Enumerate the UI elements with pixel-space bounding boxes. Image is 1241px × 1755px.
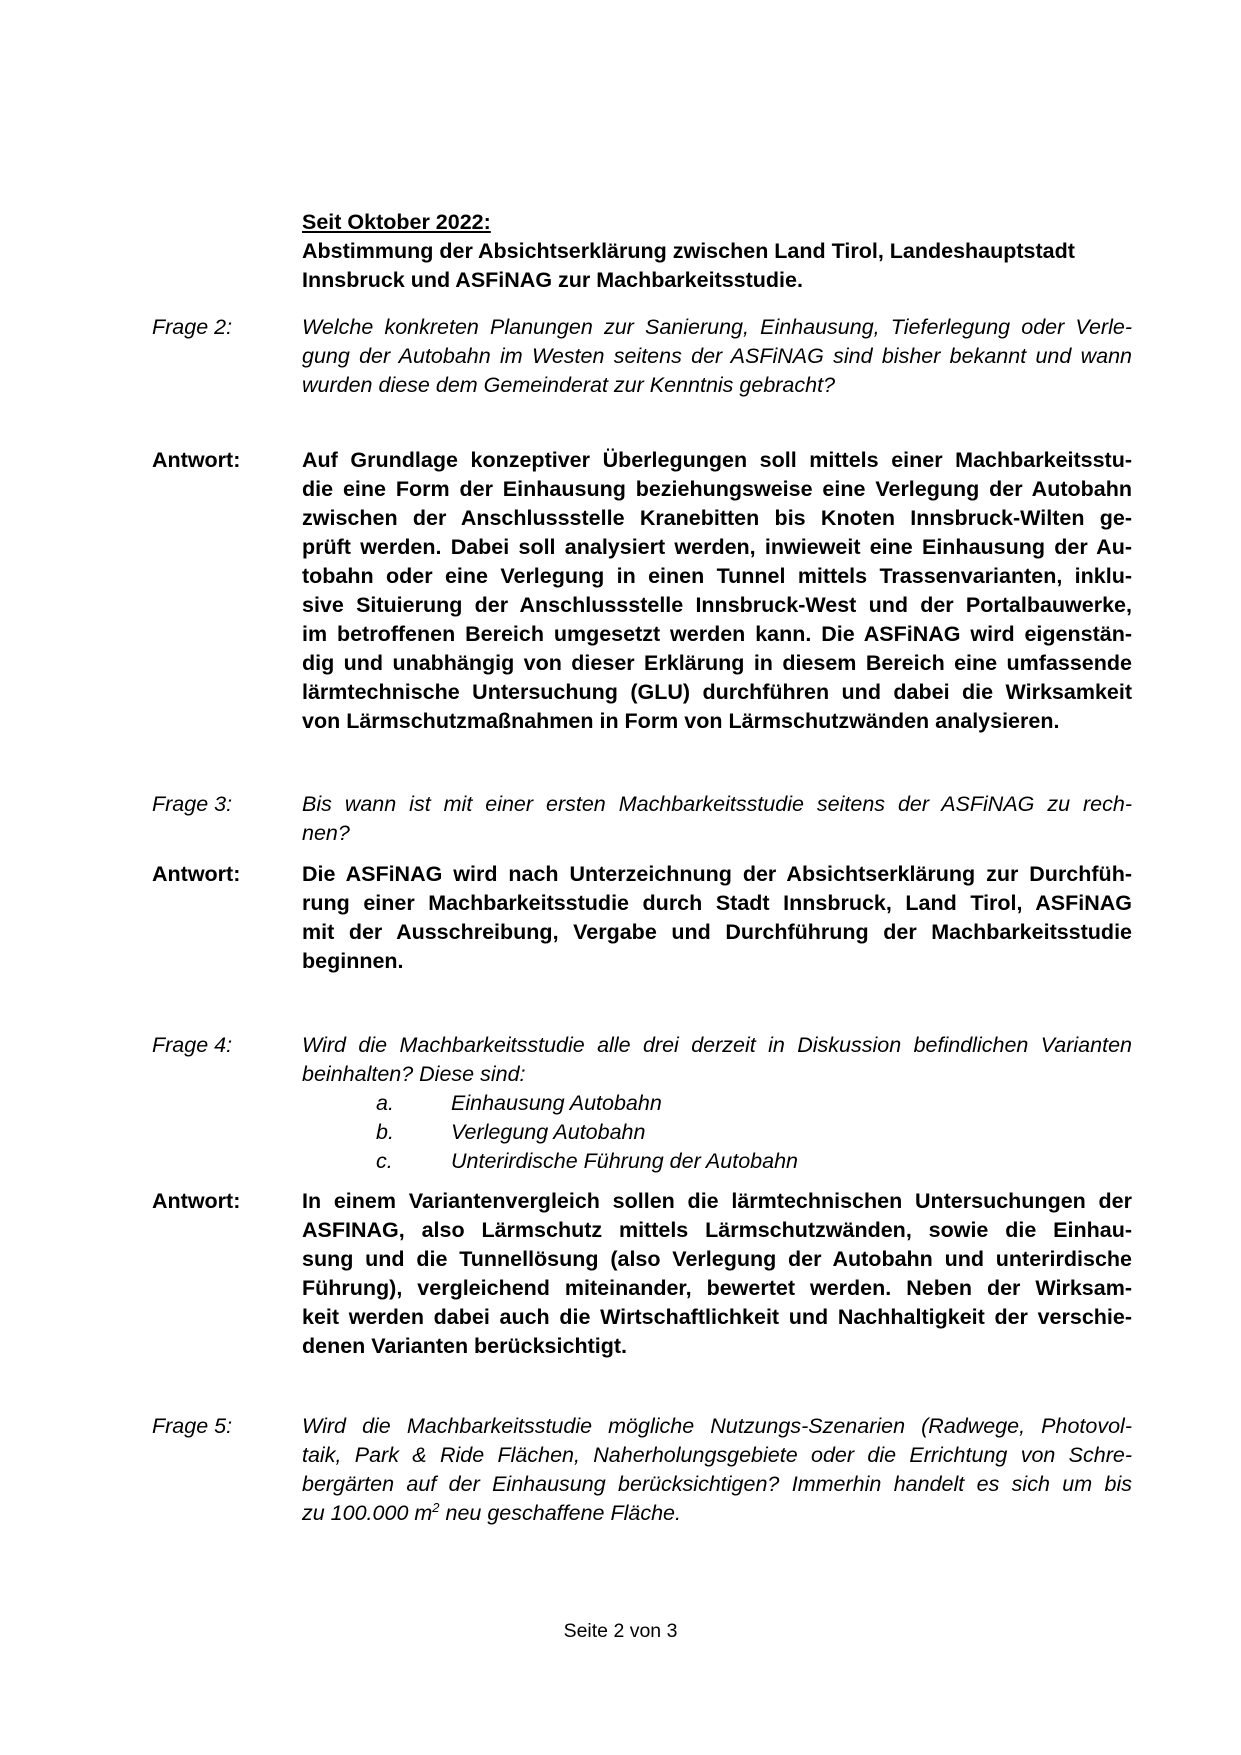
text-line: beginnen. — [302, 949, 404, 973]
question-label: Frage 3: — [152, 792, 233, 816]
text-line: von Lärmschutzmaßnahmen in Form von Lärmschutzwänden analysieren. — [302, 709, 1060, 733]
answer-text — [302, 860, 1132, 976]
text-line: denen Varianten berücksichtigt. — [302, 1334, 627, 1358]
answer-label: Antwort: — [152, 862, 241, 886]
text-line: In einem Variantenvergleich sollen die lärmtechnischen Untersuchungen der — [302, 1189, 1132, 1213]
text-line: wurden diese dem Gemeinderat zur Kenntnis gebracht? — [302, 373, 836, 397]
intro-line: Abstimmung der Absichtserklärung zwischen Land Tirol, Landeshauptstadt — [302, 239, 1075, 263]
text-line: Wird die Machbarkeitsstudie mögliche Nutzungs-Szenarien (Radwege, Photovol- — [302, 1414, 1132, 1438]
list-text: Einhausung Autobahn — [451, 1091, 662, 1115]
answer-2 — [152, 446, 1132, 736]
list-item — [302, 1089, 1132, 1118]
question-label: Frage 2: — [152, 315, 233, 339]
text-line: prüft werden. Dabei soll analysiert werden, inwieweit eine Einhausung der Au- — [302, 535, 1132, 559]
text-line: taik, Park & Ride Flächen, Naherholungsgebiete oder die Errichtung von Schre- — [302, 1443, 1132, 1467]
superscript: 2 — [432, 1499, 440, 1515]
text-line: zwischen der Anschlussstelle Kranebitten bis Knoten Innsbruck-Wilten ge- — [302, 506, 1132, 530]
text-fragment: zu 100.000 m — [302, 1501, 433, 1525]
text-line: tobahn oder eine Verlegung in einen Tunnel mittels Trassenvarianten, inklu- — [302, 564, 1132, 588]
text-line: nen? — [302, 821, 350, 845]
text-line: sive Situierung der Anschlussstelle Innsbruck-West und der Portalbauwerke, — [302, 593, 1132, 617]
question-text — [302, 790, 1132, 848]
question-3 — [152, 790, 1132, 848]
list-letter: c. — [376, 1149, 393, 1173]
text-line: gung der Autobahn im Westen seitens der ASFiNAG sind bisher bekannt und wann — [302, 344, 1132, 368]
text-line: dig und unabhängig von dieser Erklärung in diesem Bereich eine umfassende — [302, 651, 1132, 675]
text-line: lärmtechnische Untersuchung (GLU) durchführen und dabei die Wirksamkeit — [302, 680, 1132, 704]
text-line: Die ASFiNAG wird nach Unterzeichnung der Absichtserklärung zur Durchfüh- — [302, 862, 1132, 886]
list-letter: b. — [376, 1120, 394, 1144]
date-heading: Seit Oktober 2022: — [302, 210, 491, 234]
text-line — [302, 1499, 1132, 1528]
text-line: rung einer Machbarkeitsstudie durch Stadt Innsbruck, Land Tirol, ASFiNAG — [302, 891, 1132, 915]
text-fragment: neu geschaffene Fläche. — [439, 1501, 681, 1525]
intro-line: Innsbruck und ASFiNAG zur Machbarkeitsstudie. — [302, 268, 803, 292]
answer-4 — [152, 1187, 1132, 1361]
question-text — [302, 313, 1132, 400]
question-2 — [152, 313, 1132, 400]
text-line: beinhalten? Diese sind: — [302, 1062, 526, 1086]
text-line: die eine Form der Einhausung beziehungsweise eine Verlegung der Autobahn — [302, 477, 1132, 501]
text-line: sung und die Tunnellösung (also Verlegung der Autobahn und unterirdische — [302, 1247, 1132, 1271]
intro-section — [302, 208, 1142, 295]
list-letter: a. — [376, 1091, 394, 1115]
text-line: keit werden dabei auch die Wirtschaftlichkeit und Nachhaltigkeit der verschie- — [302, 1305, 1132, 1329]
answer-3 — [152, 860, 1132, 976]
list-text: Verlegung Autobahn — [451, 1120, 646, 1144]
question-5 — [152, 1412, 1132, 1528]
list-item — [302, 1147, 1132, 1176]
text-line: Führung), vergleichend miteinander, bewertet werden. Neben der Wirksam- — [302, 1276, 1132, 1300]
list-text: Unterirdische Führung der Autobahn — [451, 1149, 798, 1173]
answer-text — [302, 446, 1132, 736]
text-line: mit der Ausschreibung, Vergabe und Durchführung der Machbarkeitsstudie — [302, 920, 1132, 944]
answer-label: Antwort: — [152, 448, 241, 472]
text-line: Bis wann ist mit einer ersten Machbarkeitsstudie seitens der ASFiNAG zu rech- — [302, 792, 1132, 816]
question-4 — [152, 1031, 1132, 1176]
question-label: Frage 5: — [152, 1414, 233, 1438]
answer-text — [302, 1187, 1132, 1361]
page-footer: Seite 2 von 3 — [563, 1620, 678, 1642]
text-line: bergärten auf der Einhausung berücksichtigen? Immerhin handelt es sich um bis — [302, 1472, 1132, 1496]
text-line: Auf Grundlage konzeptiver Überlegungen soll mittels einer Machbarkeitsstu- — [302, 448, 1132, 472]
variant-list — [302, 1089, 1132, 1176]
question-text — [302, 1412, 1132, 1528]
text-line: Wird die Machbarkeitsstudie alle drei derzeit in Diskussion befindlichen Varianten — [302, 1033, 1132, 1057]
list-item — [302, 1118, 1132, 1147]
text-line: ASFINAG, also Lärmschutz mittels Lärmschutzwänden, sowie die Einhau- — [302, 1218, 1132, 1242]
question-label: Frage 4: — [152, 1033, 233, 1057]
text-line: im betroffenen Bereich umgesetzt werden kann. Die ASFiNAG wird eigenstän- — [302, 622, 1132, 646]
answer-label: Antwort: — [152, 1189, 241, 1213]
text-line: Welche konkreten Planungen zur Sanierung, Einhausung, Tieferlegung oder Verle- — [302, 315, 1132, 339]
question-text — [302, 1031, 1132, 1176]
